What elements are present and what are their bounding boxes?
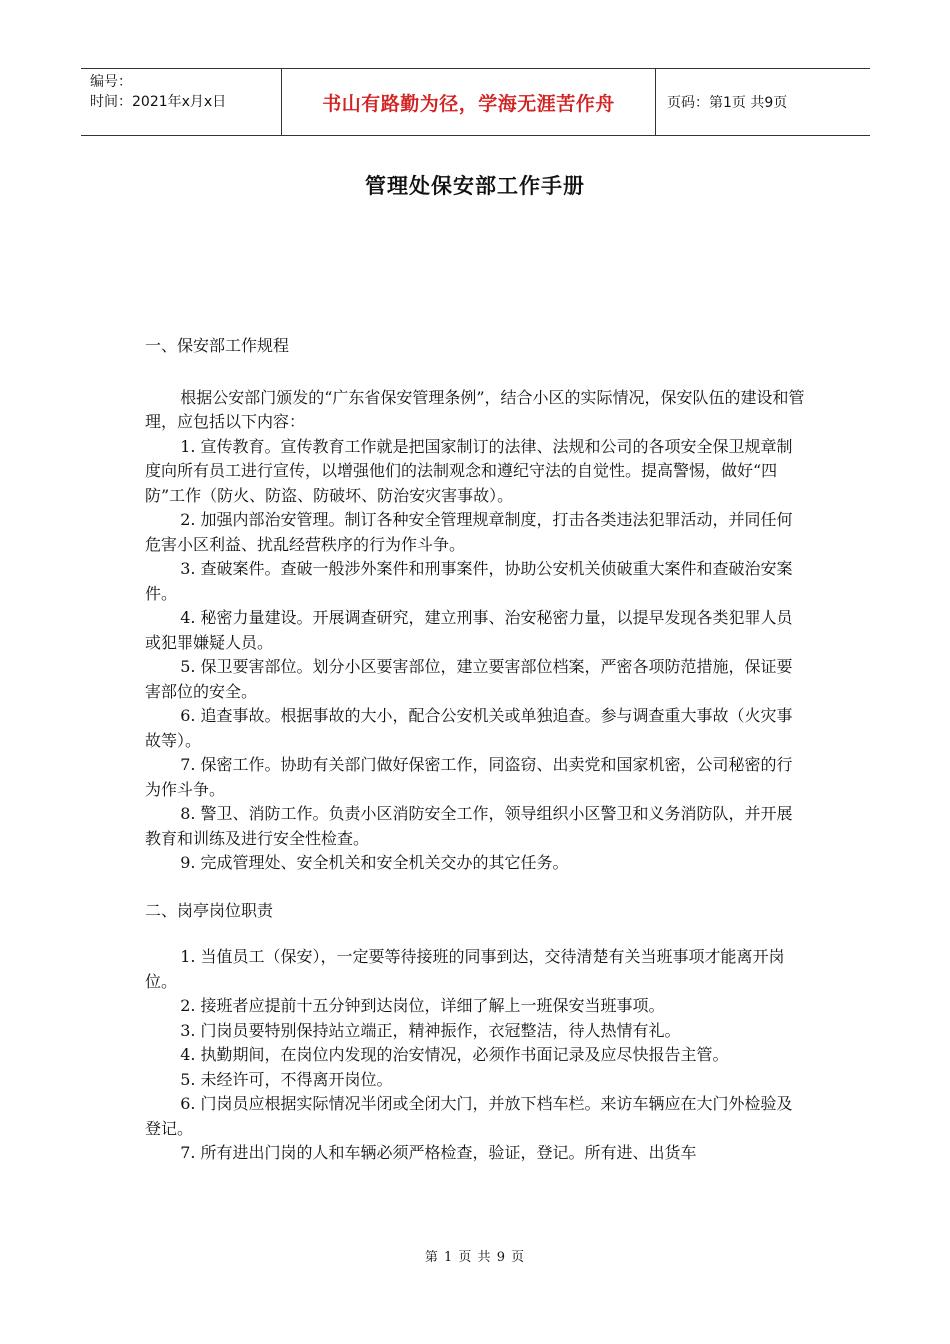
list-item: 9. 完成管理处、安全机关和安全机关交办的其它任务。 [180,853,569,872]
list-item: 8. 警卫、消防工作。负责小区消防安全工作，领导组织小区警卫和义务消防队，并开展教育和训练及进行安全性检查。 [145,804,793,848]
header-page-info: 页码：第1页 共9页 [667,95,788,111]
list-item: 7. 所有进出门岗的人和车辆必须严格检查，验证，登记。所有进、出货车 [180,1143,697,1162]
list-item: 5. 保卫要害部位。划分小区要害部位，建立要害部位档案，严密各项防范措施，保证要害部位的安全。 [145,657,793,701]
section-heading: 二、岗亭岗位职责 [145,900,274,920]
list-item: 2. 加强内部治安管理。制订各种安全管理规章制度，打击各类违法犯罪活动，并同任何危害小区利益、扰乱经营秩序的行为作斗争。 [145,510,793,554]
header-meta [81,69,282,135]
section2-list [145,945,805,1166]
list-item: 3. 查破案件。查破一般涉外案件和刑事案件，协助公安机关侦破重大案件和查破治安案件。 [145,559,793,603]
list-item: 2. 接班者应提前十五分钟到达岗位，详细了解上一班保安当班事项。 [180,996,665,1015]
document-body [145,334,805,1166]
list-item: 1. 当值员工（保安），一定要等待接班的同事到达，交待清楚有关当班事项才能离开岗位。 [145,947,785,991]
section1-list [145,435,805,876]
page-header [81,68,870,136]
section-intro: 根据公安部门颁发的“广东省保安管理条例”，结合小区的实际情况，保安队伍的建设和管理，应包括以下内容： [145,387,805,431]
list-item: 4. 秘密力量建设。开展调查研究，建立刑事、治安秘密力量，以提早发现各类犯罪人员或犯罪嫌疑人员。 [145,608,793,652]
date-label: 时间：2021年x月x日 [90,94,227,110]
list-item: 7. 保密工作。协助有关部门做好保密工作，同盗窃、出卖党和国家机密，公司秘密的行为作斗争。 [145,755,793,799]
list-item: 5. 未经许可，不得离开岗位。 [180,1069,393,1089]
serial-label: 编号： [90,74,132,90]
document-title: 管理处保安部工作手册 [365,174,585,198]
list-item: 6. 门岗员应根据实际情况半闭或全闭大门，并放下档车栏。来访车辆应在大门外检验及登记。 [145,1094,793,1138]
page-footer: 第 1 页 共 9 页 [424,1250,526,1265]
list-item: 4. 执勤期间，在岗位内发现的治安情况，必须作书面记录及应尽快报告主管。 [180,1045,729,1064]
list-item: 1. 宣传教育。宣传教育工作就是把国家制订的法律、法规和公司的各项安全保卫规章制度向所有员工进行宣传，以增强他们的法制观念和遵纪守法的自觉性。提高警惕，做好“四防”工作（防火、防盗、防破坏、防治安灾害事故）。 [145,436,793,505]
header-motto: 书山有路勤为径，学海无涯苦作舟 [282,69,656,135]
list-item: 6. 追查事故。根据事故的大小，配合公安机关或单独追查。参与调查重大事故（火灾事故等）。 [145,706,793,750]
section-heading: 一、保安部工作规程 [145,336,290,355]
list-item: 3. 门岗员要特别保持站立端正，精神振作，衣冠整洁，待人热情有礼。 [180,1020,681,1040]
